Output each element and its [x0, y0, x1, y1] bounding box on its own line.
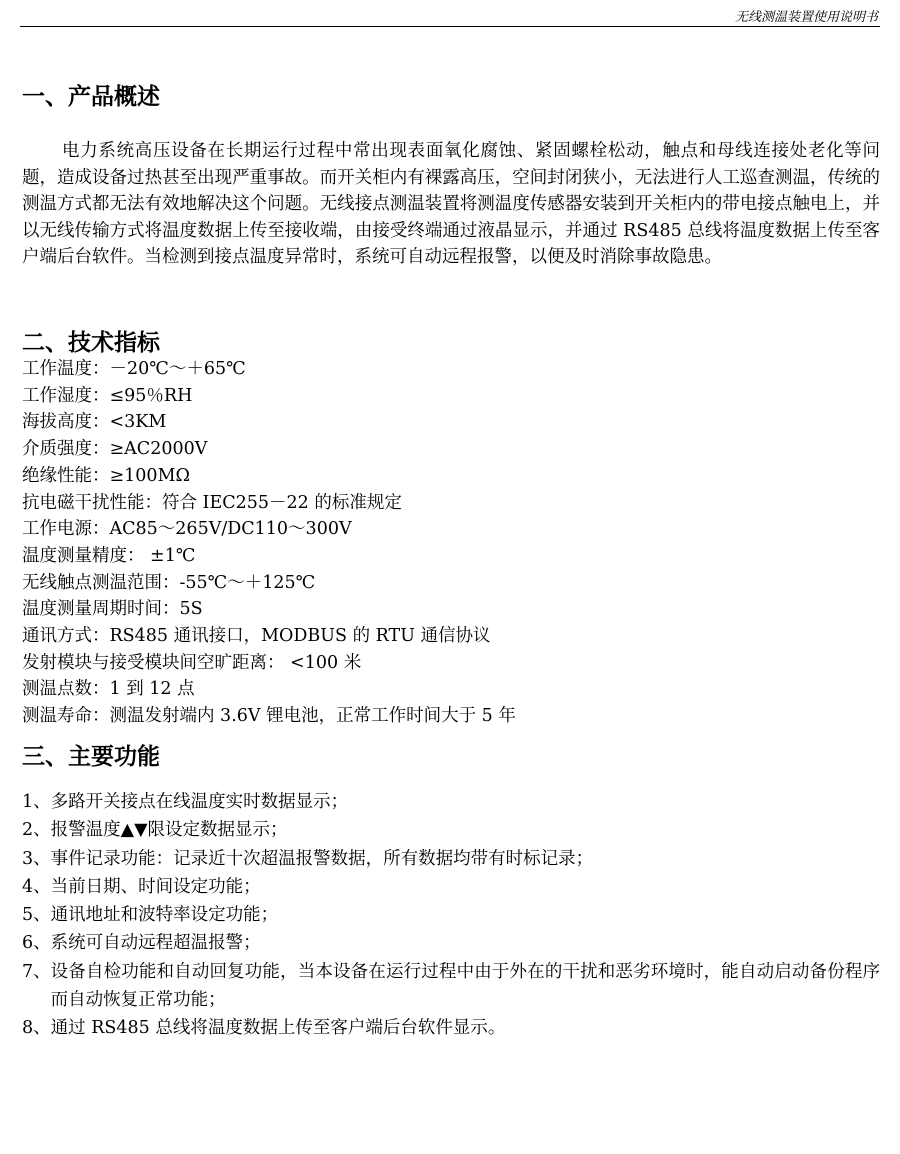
function-item	[22, 845, 880, 873]
document-header-title: 无线测温装置使用说明书	[734, 10, 878, 25]
main-functions-list	[22, 788, 880, 1043]
function-item-text: 多路开关接点在线温度实时数据显示；	[50, 792, 349, 812]
function-item	[22, 788, 880, 816]
function-item-number: 1、	[22, 792, 51, 812]
section-heading-product-overview: 一、产品概述	[22, 84, 160, 110]
function-item-text: 通过 RS485 总线将温度数据上传至客户端后台软件显示。	[50, 1018, 506, 1039]
spec-item: 绝缘性能：≥100MΩ	[22, 465, 190, 486]
spec-item: 工作电源：AC85～265V/DC110～300V	[22, 519, 352, 540]
function-item-number: 8、	[22, 1018, 51, 1039]
function-item	[22, 816, 880, 844]
function-item-text: 通讯地址和波特率设定功能；	[50, 905, 279, 926]
spec-item: 工作温度：－20℃～＋65℃	[22, 359, 246, 379]
spec-item: 介质强度：≥AC2000V	[22, 439, 208, 460]
function-item-text: 事件记录功能：记录近十次超温报警数据，所有数据均带有时标记录；	[50, 848, 594, 869]
function-item-text: 当前日期、时间设定功能；	[50, 876, 261, 897]
function-item-text: 报警温度▲▼限设定数据显示；	[50, 820, 288, 841]
function-item-number: 7、	[22, 961, 51, 982]
spec-item: 温度测量精度： ±1℃	[22, 545, 196, 566]
function-item	[22, 929, 880, 957]
function-item	[22, 901, 880, 929]
function-item-number: 5、	[22, 905, 51, 926]
spec-item: 测温点数：1 到 12 点	[22, 679, 195, 700]
function-item	[22, 873, 880, 901]
technical-specs-list	[22, 356, 882, 730]
header-divider	[20, 26, 880, 27]
spec-item: 测温寿命：测温发射端内 3.6V 锂电池，正常工作时间大于 5 年	[22, 706, 516, 727]
section-heading-technical-specs: 二、技术指标	[22, 330, 160, 356]
function-item-number: 4、	[22, 876, 51, 897]
function-item	[22, 1014, 880, 1042]
spec-item: 海拔高度：<3KM	[22, 412, 167, 433]
function-item-number: 6、	[22, 933, 51, 954]
product-overview-paragraph: 电力系统高压设备在长期运行过程中常出现表面氧化腐蚀、紧固螺栓松动，触点和母线连接处老化等问题，造成设备过热甚至出现严重事故。而开关柜内有裸露高压，空间封闭狭小，无法进行人工巡查测温，传统的测温方式都无法有效地解决这个问题。无线接点测温装置将测温度传感器安装到开关柜内的带电接点触电上，并以无线传输方式将温度数据上传至接收端，由接受终端通过液晶显示，并通过 RS485 总线将温度数据上传至客户端后台软件。当检测到接点温度异常时，系统可自动远程报警，以便及时消除事故隐患。	[22, 141, 880, 267]
spec-item: 发射模块与接受模块间空旷距离： <100 米	[22, 652, 362, 673]
spec-item: 通讯方式：RS485 通讯接口，MODBUS 的 RTU 通信协议	[22, 626, 491, 647]
spec-item: 工作湿度：≤95％RH	[22, 385, 193, 406]
function-item-number: 3、	[22, 848, 51, 869]
function-item	[22, 958, 880, 1015]
function-item-number: 2、	[22, 820, 51, 841]
spec-item: 无线触点测温范围：-55℃～＋125℃	[22, 572, 316, 593]
function-item-text: 系统可自动远程超温报警；	[50, 933, 261, 954]
section-heading-main-functions: 三、主要功能	[22, 744, 160, 770]
function-item-text: 设备自检功能和自动回复功能，当本设备在运行过程中由于外在的干扰和恶劣环境时，能自动启动备份程序而自动恢复正常功能；	[50, 961, 880, 1011]
spec-item: 温度测量周期时间：5S	[22, 599, 203, 620]
spec-item: 抗电磁干扰性能：符合 IEC255－22 的标准规定	[22, 492, 402, 513]
